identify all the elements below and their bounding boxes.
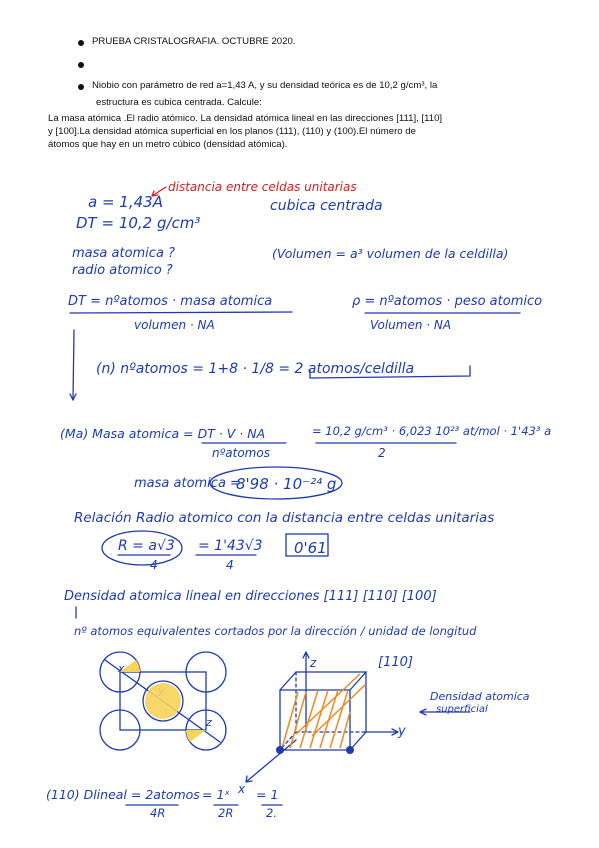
result-circle	[210, 467, 342, 499]
radius-substitution-den: 4	[226, 558, 234, 572]
radius-result: 0'61	[294, 539, 327, 557]
mass-substitution-den: 2	[378, 446, 386, 460]
linear-density-110-result-den: 2.	[266, 806, 277, 820]
mass-formula-den: nºatomos	[212, 446, 270, 460]
axis-x	[246, 740, 296, 782]
fraction-bar	[70, 312, 292, 313]
circle-label-z: z	[206, 716, 212, 729]
linear-density-110-result: = 1	[256, 787, 279, 802]
linear-density-title: Densidad atomica lineal en direcciones [111] [110] [100]	[64, 589, 437, 604]
note-distance: distancia entre celdas unitarias	[168, 180, 357, 194]
task-para-line3: átomos que hay en un metro cúbico (densidad atómica).	[48, 139, 288, 150]
mass-result-label: masa atomica =	[134, 476, 241, 491]
question-mass: masa atomica ?	[72, 246, 175, 261]
surface-density-note1: Densidad atomica	[430, 690, 530, 703]
result-underline	[310, 366, 470, 378]
linear-density-110-mid: = 1ˣ	[202, 787, 230, 802]
mass-result: 8'98 · 10⁻²⁴ g	[236, 475, 337, 493]
bracket-arrow	[73, 330, 74, 400]
linear-density-110-mid-den: 2R	[218, 806, 234, 820]
formula2-denominator: Volumen · NA	[370, 318, 452, 332]
problem-statement-line2: estructura es cubica centrada. Calcule:	[96, 97, 262, 108]
linear-density-110: (110) Dlineal = 2atomos	[46, 787, 200, 802]
structure-type: cubica centrada	[270, 198, 383, 214]
relation-title: Relación Radio atomico con la distancia entre celdas unitarias	[74, 510, 495, 526]
problem-statement-line1: Niobio con parámetro de red a=1,43 A, y su densidad teórica es de 10,2 g/cm³, la	[92, 80, 438, 91]
axis-y-label: y	[398, 724, 406, 739]
circle-label-x: x	[118, 662, 125, 675]
mass-substitution: = 10,2 g/cm³ · 6,023 10²³ at/mol · 1'43³ a	[312, 424, 552, 438]
formula-circle	[102, 531, 182, 565]
given-density: DT = 10,2 g/cm³	[76, 214, 201, 232]
axis-x-label: x	[238, 782, 246, 796]
exam-title: PRUEBA CRISTALOGRAFIA. OCTUBRE 2020.	[92, 36, 296, 47]
task-para-line2: y [100].La densidad atómica superficial en los planos (111), (110) y (100).El número de	[48, 126, 416, 137]
question-radius: radio atomico ?	[72, 263, 173, 278]
linear-density-110-den: 4R	[150, 806, 166, 820]
radius-formula: R = a√3	[118, 538, 175, 554]
direction-110-label: [110]	[378, 655, 413, 670]
formula1-numerator: DT = nºatomos · masa atomica	[68, 294, 273, 309]
axis-z-label: z	[310, 656, 317, 670]
task-para-line1: La masa atómica .El radio atómico. La densidad atómica lineal en las direcciones [111], [110]	[48, 113, 443, 124]
linear-density-subtitle: nº atomos equivalentes cortados por la dirección / unidad de longitud	[74, 624, 477, 638]
formula2-numerator: ρ = nºatomos · peso atomico	[352, 294, 543, 309]
given-a: a = 1,43A	[88, 193, 163, 211]
volume-note: (Volumen = a³ volumen de la celdilla)	[272, 246, 509, 261]
formula1-denominator: volumen · NA	[134, 318, 215, 332]
plane-hatch	[282, 674, 366, 748]
atoms-per-cell: (n) nºatomos = 1+8 · 1/8 = 2 atomos/celdilla	[96, 361, 415, 377]
result-box	[286, 534, 328, 556]
surface-density-note2: superficial	[436, 704, 488, 715]
radius-formula-den: 4	[150, 558, 158, 572]
mass-formula: (Ma) Masa atomica = DT · V · NA	[60, 426, 266, 441]
radius-substitution: = 1'43√3	[198, 538, 263, 554]
